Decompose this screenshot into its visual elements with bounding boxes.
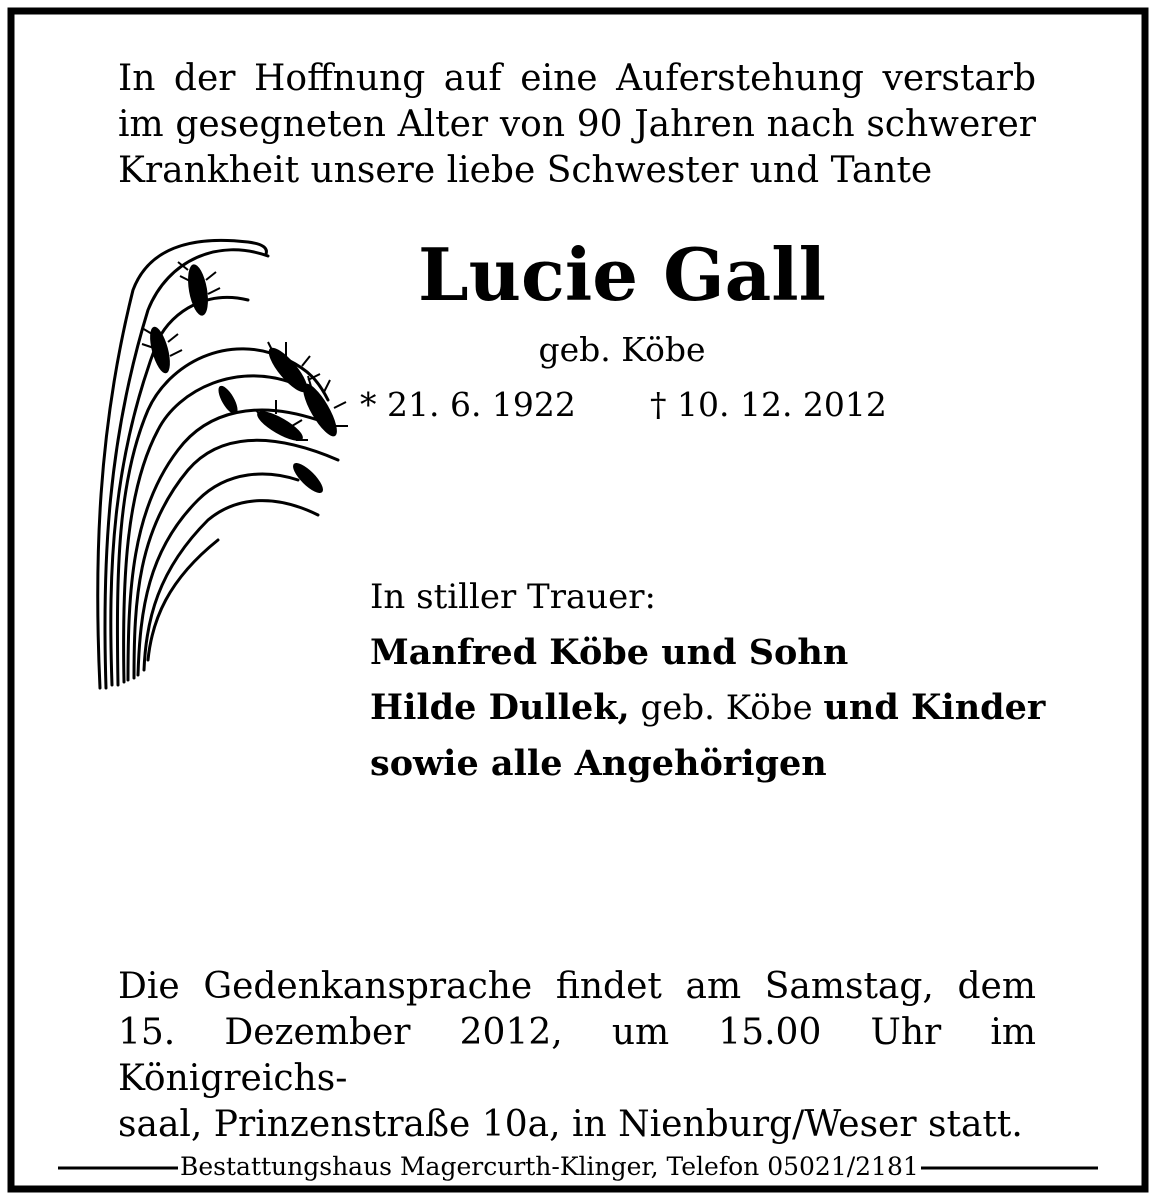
funeral-home-footer: Bestattungshaus Magercurth-Klinger, Telefon 05021/2181 [180, 1152, 919, 1181]
mourner-line-3: sowie alle Angehörigen [370, 743, 827, 784]
service-line-2: 15. Dezember 2012, um 15.00 Uhr im Königreichs- [118, 1012, 1036, 1099]
service-line-1: Die Gedenkansprache findet am Samstag, dem [118, 966, 1036, 1007]
birth-date: * 21. 6. 1922 [360, 385, 576, 424]
mourner-line-2 [370, 680, 1070, 736]
intro-text [118, 56, 1036, 194]
grass-illustration [88, 230, 368, 700]
maiden-name: geb. Köbe [538, 330, 706, 369]
mourner-maiden: geb. Köbe [629, 688, 824, 728]
life-dates [360, 384, 900, 426]
mourners-heading: In stiller Trauer: [370, 577, 656, 617]
intro-line-3: Krankheit unsere liebe Schwester und Tante [118, 150, 933, 191]
intro-line-2: im gesegneten Alter von 90 Jahren nach schwerer [118, 104, 1036, 145]
deceased-name: Lucie Gall [418, 232, 826, 317]
intro-line-1: In der Hoffnung auf eine Auferstehung verstarb [118, 58, 1036, 99]
mourners-block [370, 570, 1070, 791]
death-date: † 10. 12. 2012 [650, 385, 887, 424]
service-text [118, 964, 1036, 1148]
mourner-children: und Kinder [823, 687, 1046, 728]
service-line-3: saal, Prinzenstraße 10a, in Nienburg/Weser statt. [118, 1104, 1023, 1145]
mourner-name-hilde: Hilde Dullek, [370, 687, 630, 728]
mourner-line-1: Manfred Köbe und Sohn [370, 632, 849, 673]
